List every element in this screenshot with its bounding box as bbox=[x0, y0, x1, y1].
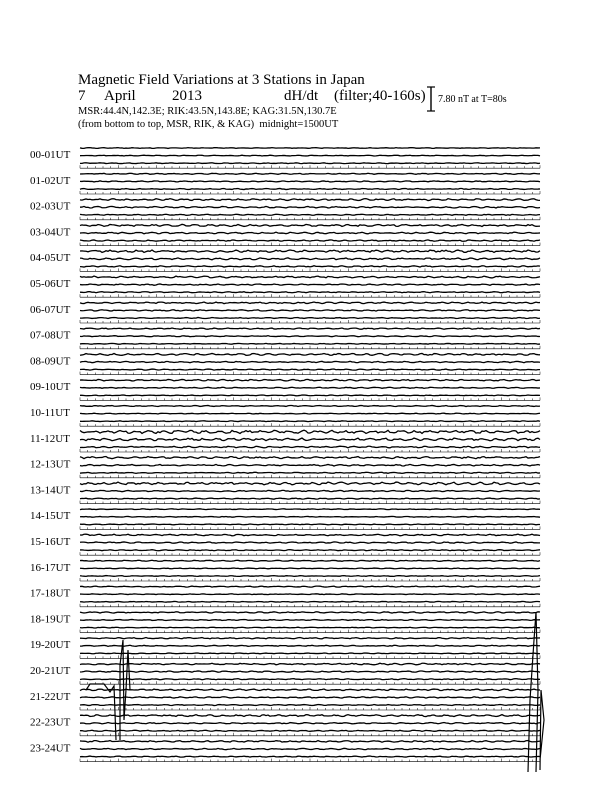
trace-kag bbox=[80, 560, 540, 561]
trace-rik bbox=[80, 232, 540, 234]
trace-kag bbox=[80, 224, 540, 226]
hour-label: 17-18UT bbox=[30, 587, 71, 600]
hour-label: 13-14UT bbox=[30, 484, 71, 497]
trace-kag bbox=[80, 148, 540, 149]
trace-msr bbox=[80, 343, 540, 344]
trace-kag bbox=[80, 199, 540, 201]
trace-msr bbox=[80, 472, 540, 473]
hour-label: 09-10UT bbox=[30, 381, 71, 394]
hour-row bbox=[30, 302, 540, 323]
trace-kag bbox=[80, 612, 540, 613]
hour-row bbox=[30, 715, 540, 736]
trace-rik bbox=[80, 645, 540, 646]
trace-msr bbox=[80, 266, 540, 267]
hour-row bbox=[30, 199, 540, 220]
trace-rik bbox=[80, 697, 540, 698]
hour-row bbox=[30, 741, 540, 762]
filter-label: (filter;40-160s) bbox=[334, 88, 426, 104]
quantity-label: dH/dt bbox=[284, 88, 319, 104]
hour-label: 11-12UT bbox=[30, 432, 70, 445]
date-day: 7 bbox=[78, 88, 86, 104]
trace-msr bbox=[80, 240, 540, 241]
trace-msr bbox=[80, 395, 540, 396]
trace-kag bbox=[80, 638, 540, 639]
trace-rik bbox=[80, 594, 540, 595]
trace-kag bbox=[80, 302, 540, 304]
trace-rik bbox=[80, 181, 540, 182]
hour-label: 04-05UT bbox=[30, 252, 71, 265]
trace-msr bbox=[80, 550, 540, 551]
hour-row bbox=[30, 482, 540, 504]
hour-label: 00-01UT bbox=[30, 149, 71, 161]
date-year: 2013 bbox=[172, 88, 202, 104]
order-note: (from bottom to top, MSR, RIK, & KAG) bbox=[78, 119, 255, 130]
hour-label: 22-23UT bbox=[30, 716, 71, 729]
trace-kag bbox=[80, 328, 540, 329]
hour-label: 21-22UT bbox=[30, 690, 71, 703]
trace-kag bbox=[80, 250, 540, 252]
trace-kag bbox=[80, 741, 540, 743]
hour-label: 01-02UT bbox=[30, 174, 71, 187]
hour-label: 10-11UT bbox=[30, 407, 70, 419]
trace-msr bbox=[80, 369, 540, 370]
trace-rik bbox=[80, 413, 540, 414]
hour-row bbox=[30, 379, 540, 400]
trace-kag bbox=[80, 715, 540, 717]
scale-bar bbox=[427, 87, 435, 111]
hour-row bbox=[30, 224, 540, 245]
trace-kag bbox=[80, 509, 540, 510]
hour-row bbox=[30, 148, 540, 169]
hour-label: 18-19UT bbox=[30, 613, 71, 626]
hour-row bbox=[30, 457, 540, 478]
trace-msr bbox=[80, 524, 540, 525]
trace-rik bbox=[80, 310, 540, 311]
hour-row bbox=[30, 250, 540, 271]
trace-msr bbox=[80, 679, 540, 680]
hour-row bbox=[30, 612, 540, 633]
trace-kag bbox=[80, 663, 540, 665]
trace-kag bbox=[80, 534, 540, 536]
trace-kag bbox=[80, 405, 540, 406]
trace-kag bbox=[80, 430, 540, 433]
hour-row bbox=[30, 534, 540, 555]
hour-label: 07-08UT bbox=[30, 329, 71, 342]
trace-msr bbox=[80, 756, 540, 757]
hour-row bbox=[30, 430, 540, 452]
trace-kag bbox=[80, 689, 540, 691]
trace-rik bbox=[80, 723, 540, 724]
hour-label: 06-07UT bbox=[30, 303, 71, 316]
trace-rik bbox=[80, 206, 540, 208]
hour-label: 20-21UT bbox=[30, 665, 71, 677]
trace-msr bbox=[80, 188, 540, 189]
trace-rik bbox=[80, 542, 540, 543]
hour-row bbox=[30, 689, 540, 710]
trace-msr bbox=[80, 627, 540, 628]
trace-rik bbox=[80, 619, 540, 620]
stations-label: MSR:44.4N,142.3E; RIK:43.5N,143.8E; KAG:31.5N,130.7E bbox=[78, 106, 337, 117]
trace-msr bbox=[80, 446, 540, 448]
trace-rik bbox=[80, 438, 540, 441]
hour-row bbox=[30, 663, 540, 684]
trace-kag bbox=[80, 457, 540, 459]
hour-label: 08-09UT bbox=[30, 355, 71, 368]
hour-row bbox=[30, 328, 540, 349]
trace-rik bbox=[80, 464, 540, 466]
trace-msr bbox=[80, 163, 540, 164]
trace-kag bbox=[80, 482, 540, 485]
scale-label: 7.80 nT at T=80s bbox=[438, 94, 507, 105]
trace-kag bbox=[80, 276, 540, 278]
trace-msr bbox=[80, 421, 540, 422]
trace-rik bbox=[80, 387, 540, 388]
trace-rik bbox=[80, 748, 540, 749]
trace-msr bbox=[80, 292, 540, 293]
hour-label: 15-16UT bbox=[30, 536, 71, 548]
hour-label: 05-06UT bbox=[30, 278, 71, 290]
spike-trace bbox=[540, 690, 544, 770]
trace-msr bbox=[80, 317, 540, 318]
hour-label: 03-04UT bbox=[30, 226, 71, 239]
hour-label: 23-24UT bbox=[30, 742, 71, 755]
storm-spikes bbox=[86, 612, 544, 772]
trace-rik bbox=[80, 671, 540, 672]
trace-msr bbox=[80, 576, 540, 577]
trace-rik bbox=[80, 336, 540, 337]
hour-row bbox=[30, 173, 540, 194]
trace-kag bbox=[80, 586, 540, 587]
trace-msr bbox=[80, 601, 540, 602]
hour-row bbox=[30, 509, 540, 530]
hour-row bbox=[30, 586, 540, 607]
hour-row bbox=[30, 560, 540, 581]
hour-row bbox=[30, 405, 540, 426]
date-month: April bbox=[104, 88, 136, 104]
midnight-note: midnight=1500UT bbox=[259, 119, 339, 130]
trace-msr bbox=[80, 653, 540, 654]
chart-title: Magnetic Field Variations at 3 Stations in Japan bbox=[78, 72, 365, 88]
trace-rik bbox=[80, 155, 540, 156]
hour-label: 19-20UT bbox=[30, 639, 71, 652]
trace-kag bbox=[80, 379, 540, 381]
trace-kag bbox=[80, 173, 540, 174]
trace-rik bbox=[80, 568, 540, 569]
trace-msr bbox=[80, 214, 540, 215]
trace-kag bbox=[80, 353, 540, 355]
trace-msr bbox=[80, 498, 540, 499]
hour-label: 14-15UT bbox=[30, 510, 71, 523]
trace-msr bbox=[80, 730, 540, 731]
trace-rik bbox=[80, 258, 540, 260]
trace-rik bbox=[80, 361, 540, 362]
hour-row bbox=[30, 638, 540, 659]
hour-label: 02-03UT bbox=[30, 200, 71, 213]
spike-trace bbox=[528, 612, 538, 772]
hour-label: 16-17UT bbox=[30, 561, 71, 574]
trace-rik bbox=[80, 490, 540, 491]
rows bbox=[30, 148, 544, 772]
trace-rik bbox=[80, 284, 540, 285]
trace-rik bbox=[80, 516, 540, 517]
hour-row bbox=[30, 353, 540, 374]
hour-label: 12-13UT bbox=[30, 458, 71, 471]
hour-row bbox=[30, 276, 540, 297]
trace-msr bbox=[80, 705, 540, 706]
